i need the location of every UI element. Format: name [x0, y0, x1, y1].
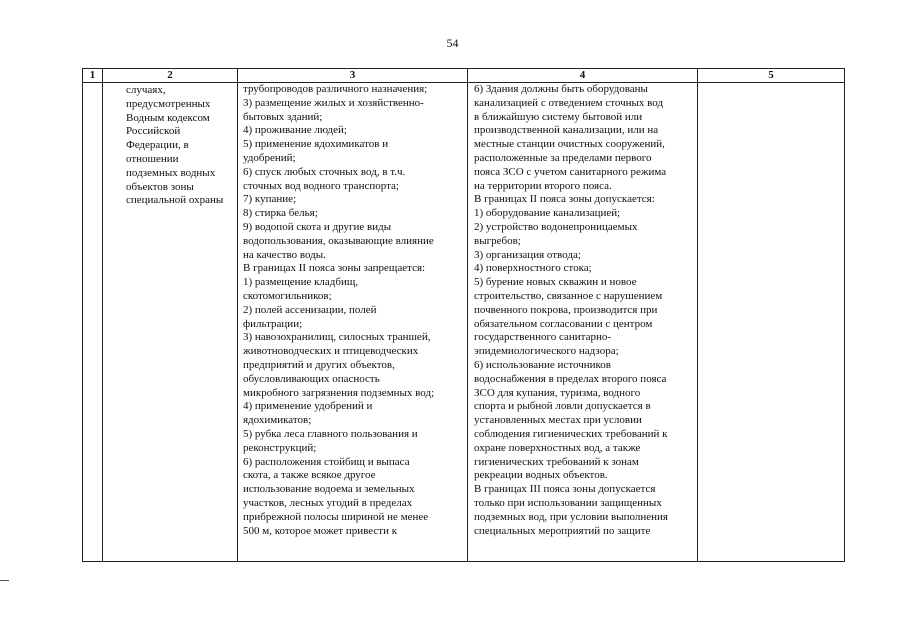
cell-col5 — [698, 83, 845, 562]
cell-col4-text: 6) Здания должны быть оборудованы канализацией с отведением сточных вод в ближайшую систему бытовой или производственной канализации, или на местные станции очистных сооружений, расположенные за пределами первого пояса ЗСО с учетом санитарного режима на территории второго пояса. В границах II пояса зоны допускается: 1) оборудование канализацией; 2) устройство водонепроницаемых выгребов; 3) организация отвода; 4) поверхностного стока; 5) бурение новых скважин и новое строительство, связанное с нарушением почвенного покрова, производится при обязательном согласовании с центром государственного санитарно- эпидемиологического надзора; 6) использование источников водоснабжения в пределах второго пояса ЗСО для купания, туризма, водного спорта и рыбной ловли допускается в установленных местах при условии соблюдения гигиенических требований к охране поверхностных вод, а также гигиенических требований к зонам рекреации водных объектов. В границах III пояса зоны допускается только при использовании защищенных подземных вод, при условии выполнения специальных мероприятий по защите — [474, 83, 668, 537]
cell-col2 — [103, 83, 238, 562]
cell-col3 — [238, 83, 468, 562]
margin-mark — [0, 580, 9, 581]
cell-col1 — [83, 83, 103, 562]
column-header-4: 4 — [468, 69, 698, 83]
column-header-3: 3 — [238, 69, 468, 83]
table-header-row — [83, 69, 845, 83]
cell-col3-text: трубопроводов различного назначения; 3) размещение жилых и хозяйственно- бытовых зданий; 4) проживание людей; 5) применение ядохимикатов и удобрений; 6) спуск любых сточных вод, в т.ч. сточных вод водного транспорта; 7) купание; 8) стирка белья; 9) водопой скота и другие виды водопользования, оказывающие влияние на качество воды. В границах II пояса зоны запрещается: 1) размещение кладбищ, скотомогильников; 2) полей ассенизации, полей фильтрации; 3) навозохранилищ, силосных траншей, животноводческих и птицеводческих предприятий и других объектов, обусловливающих опасность микробного загрязнения подземных вод; 4) применение удобрений и ядохимикатов; 5) рубка леса главного пользования и реконструкций; 6) расположения стойбищ и выпаса скота, а также всякое другое использование водоема и земельных участков, лесных угодий в пределах прибрежной полосы шириной не менее 500 м, которое может привести к — [243, 83, 435, 537]
column-header-5: 5 — [698, 69, 845, 83]
page-number: 54 — [446, 36, 459, 50]
table-row — [83, 83, 845, 562]
cell-col2-text: случаях, предусмотренных Водным кодексом Российской Федерации, в отношении подземных водных объектов зоны специальной охраны — [126, 84, 224, 207]
column-header-1: 1 — [83, 69, 103, 83]
requirements-table — [82, 68, 845, 562]
column-header-2: 2 — [103, 69, 238, 83]
cell-col4 — [468, 83, 698, 562]
